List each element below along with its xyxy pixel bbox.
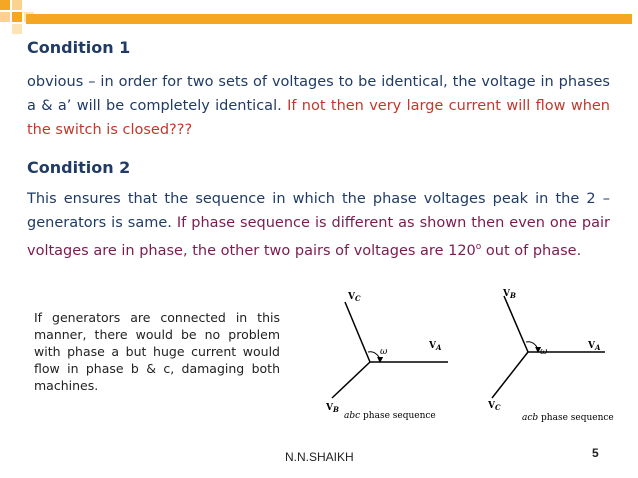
- abc-phasor-diagram: [325, 292, 448, 421]
- acb-vb-phasor: [504, 296, 528, 352]
- page-number: 5: [592, 446, 599, 460]
- condition-2-highlight: If phase sequence is different as shown then even one pair voltages are in phase, the other two pairs of voltages are 120: [27, 215, 610, 259]
- condition-2-text: This ensures that the sequence in which the phase voltages peak in the 2 – generators is same.: [27, 191, 610, 231]
- heading-condition-1: Condition 1: [27, 38, 131, 57]
- acb-phasor-diagram: [487, 289, 614, 423]
- condition-1-text: obvious – in order for two sets of voltages to be identical, the voltage in phases a & a’ will be completely identical.: [27, 74, 610, 114]
- acb-va-label: $V_A$: [588, 341, 601, 352]
- condition-2-paragraph: [27, 187, 610, 263]
- heading-condition-2: Condition 2: [27, 158, 131, 177]
- acb-vc-phasor: [492, 352, 528, 398]
- abc-va-label: $V_A$: [429, 341, 442, 352]
- phase-sequence-diagram: [300, 282, 620, 432]
- acb-vb-label: $V_B$: [503, 289, 516, 300]
- abc-omega-label: ω: [380, 347, 388, 357]
- condition-1-highlight: If not then very large current will flow when the switch is closed???: [27, 98, 610, 138]
- acb-caption: acb phase sequence: [522, 413, 614, 423]
- abc-vb-phasor: [332, 362, 370, 398]
- abc-vb-label: $V_B$: [326, 403, 339, 414]
- generator-note: If generators are connected in this manner, there would be no problem with phase a but huge current would flow in phase b & c, damaging both machines.: [34, 310, 280, 393]
- abc-caption: abc phase sequence: [344, 411, 436, 421]
- degree-mark: o: [475, 242, 482, 252]
- abc-vc-phasor: [345, 302, 370, 362]
- condition-1-paragraph: [27, 70, 610, 142]
- acb-omega-label: ω: [540, 347, 548, 357]
- abc-vc-label: $V_C$: [348, 292, 361, 303]
- condition-2-end: out of phase.: [481, 242, 582, 259]
- title-bar-decoration: [26, 14, 632, 24]
- footer-author: N.N.SHAIKH: [285, 450, 354, 464]
- acb-vc-label: $V_C$: [488, 401, 501, 412]
